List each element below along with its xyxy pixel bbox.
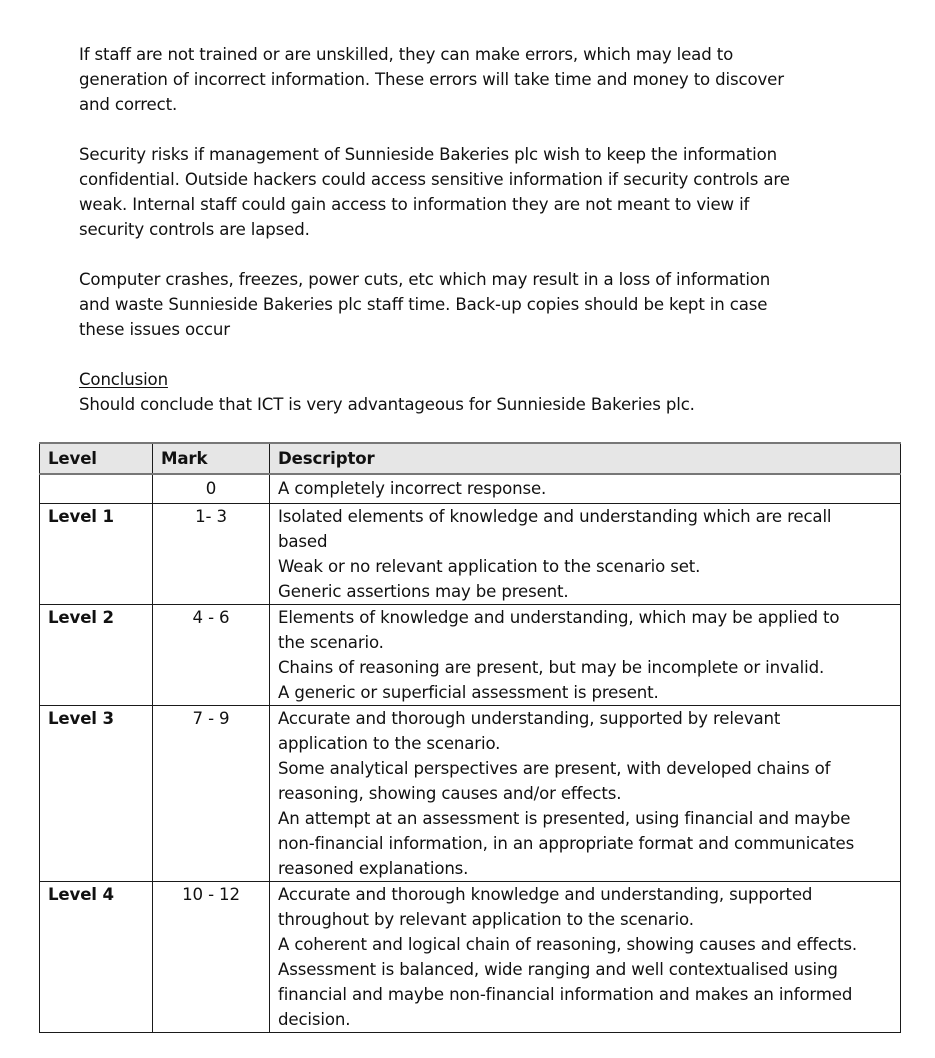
descriptor-line: Weak or no relevant application to the scenario set. [278,557,701,576]
paragraph-computer-crashes [79,267,839,342]
descriptor-cell [270,882,901,1033]
descriptor-line: An attempt at an assessment is presented, using financial and maybe [278,809,851,828]
level-cell [40,474,153,504]
table-row [40,882,901,1033]
descriptor-cell [270,474,901,504]
descriptor-line: Chains of reasoning are present, but may be incomplete or invalid. [278,658,825,677]
descriptor-line: Assessment is balanced, wide ranging and well contextualised using [278,960,838,979]
descriptor-line: Some analytical perspectives are present, with developed chains of [278,759,831,778]
mark-cell: 1- 3 [153,504,270,605]
text-line: Computer crashes, freezes, power cuts, etc which may result in a loss of information [79,270,771,289]
header-mark: Mark [153,443,270,474]
text-line: security controls are lapsed. [79,220,310,239]
descriptor-line: reasoning, showing causes and/or effects. [278,784,622,803]
table-row [40,504,901,605]
text-line: Security risks if management of Sunnieside Bakeries plc wish to keep the information [79,145,777,164]
descriptor-line: based [278,532,328,551]
mark-cell: 7 - 9 [153,706,270,882]
descriptor-line: financial and maybe non-financial information and makes an informed [278,985,853,1004]
descriptor-cell [270,605,901,706]
descriptor-line: non-financial information, in an appropriate format and communicates [278,834,855,853]
text-line: If staff are not trained or are unskilled, they can make errors, which may lead to [79,45,734,64]
descriptor-line: application to the scenario. [278,734,501,753]
table-row [40,474,901,504]
text-line: generation of incorrect information. These errors will take time and money to discover [79,70,784,89]
descriptor-line: Accurate and thorough knowledge and understanding, supported [278,885,813,904]
conclusion-section [79,367,839,417]
text-line: and waste Sunnieside Bakeries plc staff time. Back-up copies should be kept in case [79,295,768,314]
descriptor-line: decision. [278,1010,351,1029]
descriptor-line: Generic assertions may be present. [278,582,569,601]
text-line: weak. Internal staff could gain access to information they are not meant to view if [79,195,750,214]
descriptor-cell [270,706,901,882]
conclusion-heading: Conclusion [79,370,168,389]
level-cell: Level 4 [40,882,153,1033]
paragraph-untrained-staff [79,42,839,117]
descriptor-cell [270,504,901,605]
table-row [40,706,901,882]
table-header-row [40,443,901,474]
descriptor-line: reasoned explanations. [278,859,469,878]
mark-cell: 4 - 6 [153,605,270,706]
descriptor-line: throughout by relevant application to the scenario. [278,910,694,929]
text-line: and correct. [79,95,178,114]
level-cell: Level 2 [40,605,153,706]
text-line: these issues occur [79,320,230,339]
level-cell: Level 3 [40,706,153,882]
header-descriptor: Descriptor [270,443,901,474]
descriptor-line: Isolated elements of knowledge and understanding which are recall [278,507,832,526]
descriptor-line: A coherent and logical chain of reasoning, showing causes and effects. [278,935,858,954]
paragraph-security-risks [79,142,839,242]
descriptor-line: Accurate and thorough understanding, supported by relevant [278,709,781,728]
descriptor-line: A completely incorrect response. [278,479,547,498]
descriptor-line: A generic or superficial assessment is present. [278,683,659,702]
header-level: Level [40,443,153,474]
conclusion-text: Should conclude that ICT is very advantageous for Sunnieside Bakeries plc. [79,395,695,414]
mark-cell: 10 - 12 [153,882,270,1033]
table-row [40,605,901,706]
descriptor-line: the scenario. [278,633,384,652]
text-line: confidential. Outside hackers could access sensitive information if security controls are [79,170,790,189]
mark-cell: 0 [153,474,270,504]
mark-scheme-table [39,442,901,1033]
level-cell: Level 1 [40,504,153,605]
descriptor-line: Elements of knowledge and understanding, which may be applied to [278,608,840,627]
